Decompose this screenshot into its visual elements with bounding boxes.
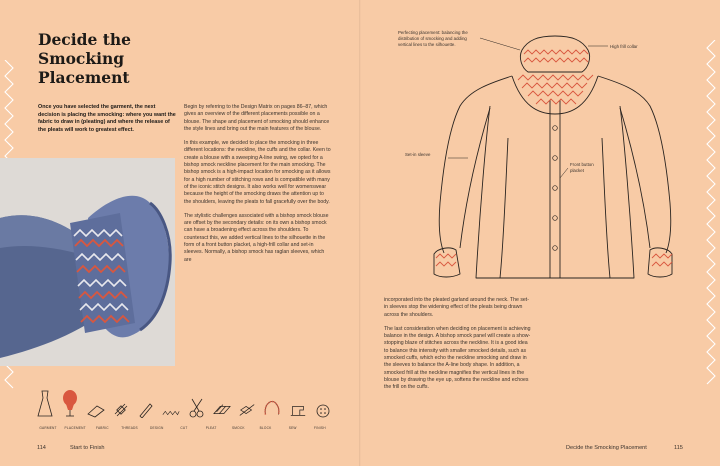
blouse-illustration bbox=[420, 28, 690, 283]
body-paragraph: incorporated into the pleated garland around the neck. The set-in sleeves stop the widening effect of the pleats being drawn across the shoulders. bbox=[384, 297, 529, 318]
page-number-right: 115 bbox=[674, 445, 683, 451]
running-head-right: Decide the Smocking Placement bbox=[566, 445, 647, 451]
running-head-left: Start to Finish bbox=[70, 445, 105, 451]
annotation-high-frill-collar: High frill collar bbox=[610, 44, 638, 49]
collar-block-icon bbox=[263, 388, 281, 418]
step-label-threads: THREADS bbox=[121, 426, 138, 430]
step-label-design: DESIGN bbox=[150, 426, 164, 430]
body-column-left bbox=[184, 104, 332, 271]
step-label-smock: SMOCK bbox=[231, 426, 245, 430]
smocked-cuff-photo bbox=[0, 158, 175, 366]
annotation-front-button-placket: Front button placket bbox=[570, 162, 594, 173]
zigzag-border-right bbox=[705, 40, 717, 390]
annotation-set-in-sleeve: Set-in sleeve bbox=[405, 152, 431, 157]
thread-spool-icon bbox=[112, 388, 130, 418]
step-label-garment: GARMENT bbox=[39, 426, 57, 430]
body-column-right bbox=[384, 297, 532, 399]
step-label-sew: SEW bbox=[288, 426, 297, 430]
step-label-cut: CUT bbox=[180, 426, 188, 430]
needle-icon bbox=[238, 388, 256, 418]
design-stitch-icon bbox=[162, 388, 180, 418]
step-label-finish: FINISH bbox=[314, 426, 326, 430]
page-title: Decide the Smocking Placement bbox=[38, 30, 132, 87]
body-paragraph: The stylistic challenges associated with a bishop smock blouse are offset by the secondary details: on its own a bishop smock can have a broadening effect across the shoulders. To counteract this, we added vertical lines to the silhouette in the form of a front button placket, a high-frill collar and set-in sleeves. Normally, a bishop smock has raglan sleeves, which are bbox=[184, 212, 329, 263]
body-paragraph: In this example, we decided to place the smocking in three different locations: the neckline, the cuffs and the collar. Keen to create a blouse with a sweeping A-line swing, we opted for a bishop smock neckline placement for the main smocking. The bishop smock is a high-impact location for smocking as it allows for a high number of stitching rows and is compatible with many of the iconic stitch designs. It also works well for womenswear because the height of the smocking draws the attention up to the shoulders, leaving the pleats to fall gracefully over the body. bbox=[184, 140, 331, 205]
scissors-icon bbox=[188, 388, 206, 418]
annotation-perfecting-placement: Perfecting placement: balancing the distribution of smocking and adding vertical lines to the silhouette. bbox=[398, 30, 468, 47]
dress-form-icon bbox=[61, 388, 79, 418]
body-paragraph: The last consideration when deciding on placement is achieving balance in the design. A bishop smock panel will create a show-stopping blaze of stitches across the neckline. It is a good idea to balance this intensity with smaller smocked details, such as smocked cuffs, which echo the neckline smocking and draw in the sleeves to balance the A-line body shape. In addition, a smocked frill at the neckline magnifies the vertical lines in the blouse by drawing the eye up, softens the neckline and echoes the frill on the cuffs. bbox=[384, 325, 531, 391]
step-label-pleat: PLEAT bbox=[205, 426, 217, 430]
pleat-icon bbox=[213, 388, 231, 418]
pencil-icon bbox=[137, 388, 155, 418]
page-number-left: 114 bbox=[37, 445, 46, 451]
step-label-fabric: FABRIC bbox=[96, 426, 109, 430]
fabric-icon bbox=[87, 388, 105, 418]
step-label-block: BLOCK bbox=[259, 426, 272, 430]
page-gutter bbox=[359, 0, 361, 466]
sewing-machine-icon bbox=[289, 388, 307, 418]
process-steps bbox=[36, 380, 332, 440]
button-icon bbox=[314, 388, 332, 418]
step-label-placement: PLACEMENT bbox=[64, 426, 86, 430]
lead-paragraph: Once you have selected the garment, the next decision is placing the smocking: where you want the fabric to draw in (pleating) and where the release of the pleats will work to greatest effect. bbox=[38, 104, 176, 133]
dress-icon bbox=[36, 388, 54, 418]
body-paragraph: Begin by referring to the Design Matrix on pages 86–87, which gives an overview of the different placements possible on a blouse. The shape and placement of smocking should enhance the style lines and bring out the main features of the blouse. bbox=[184, 104, 330, 132]
